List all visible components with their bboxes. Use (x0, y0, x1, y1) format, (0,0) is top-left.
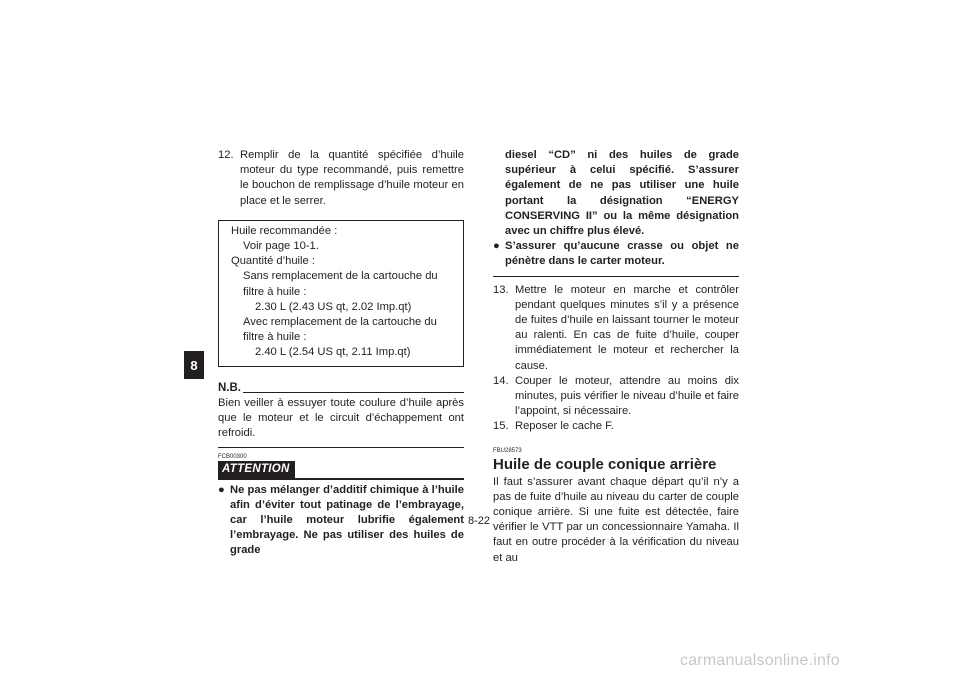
spec-line: Huile recommandée : (231, 224, 338, 237)
left-column (218, 148, 464, 559)
section-body: Il faut s’assurer avant chaque départ qu’il n’y a pas de fuite d’huile au niveau du carter de couple conique arrière. Si une fuite est détectée, faire vérifier le VTT par un concessionnaire Yamaha. Il faut en outre procéder à la vérification du niveau et au (493, 475, 739, 564)
attention-header (218, 461, 464, 478)
right-column (493, 148, 739, 566)
attention-top-rule (218, 479, 464, 480)
bullet-icon: ● (493, 240, 500, 253)
step-text: Couper le moteur, attendre au moins dix minutes, puis vérifier le niveau d’huile et faire l’appoint, si nécessaire. (515, 374, 739, 418)
note-end-rule (218, 447, 464, 448)
note-label: N.B. (218, 381, 241, 394)
step-12 (218, 148, 464, 209)
attention-rule (295, 461, 464, 478)
spec-line: Sans remplacement de la cartouche du filtre à huile : (243, 270, 438, 298)
step-text: Mettre le moteur en marche et contrôler pendant quelques minutes s’il y a présence de fuites d’huile en laissant tourner le moteur au ralenti. En cas de fuite d’huile, couper immédiatement le moteur et rechercher la cause. (515, 283, 739, 372)
note-rule (243, 392, 464, 393)
note-header (218, 381, 464, 396)
attention-continued: diesel “CD” ni des huiles de grade supérieur à celui spécifié. S’assurer également de ne pas utiliser une huile portant la désignation “ENERGY CONSERVING II” ou la même désignation avec un chiffre plus élevé. (505, 149, 739, 238)
bullet-icon: ● (218, 483, 225, 496)
section-code: FBU28573 (493, 447, 522, 454)
page-number: 8-22 (468, 515, 491, 527)
step-14 (493, 374, 739, 420)
step-number: 15. (493, 420, 509, 433)
spec-line: 2.30 L (2.43 US qt, 2.02 Imp.qt) (255, 300, 412, 313)
note-text: Bien veiller à essuyer toute coulure d’huile après que le moteur et le circuit d’échappement ont refroidi. (218, 396, 464, 440)
attention-bullet-text: Ne pas mélanger d’additif chimique à l’huile afin d’éviter tout patinage de l’embrayage, car l’huile moteur lubrifie également l’embrayage. Ne pas utiliser des huiles de grade (230, 483, 464, 557)
watermark: carmanualsonline.info (680, 652, 840, 669)
step-13 (493, 283, 739, 374)
attention-bullet-1 (218, 483, 464, 559)
step-15 (493, 419, 739, 434)
step-text: Remplir de la quantité spécifiée d’huile moteur du type recommandé, puis remettre le bouchon de remplissage d’huile moteur en place et le serrer. (240, 149, 464, 207)
attention-bullet-text: S’assurer qu’aucune crasse ou objet ne pénètre dans le carter moteur. (505, 240, 739, 268)
chapter-tab (184, 351, 204, 379)
attention-end-rule (493, 276, 739, 277)
attention-code: FCB00300 (218, 454, 247, 461)
spec-line: Quantité d’huile : (231, 255, 315, 268)
spec-line: 2.40 L (2.54 US qt, 2.11 Imp.qt) (255, 346, 411, 359)
section-heading: Huile de couple conique arrière (493, 455, 717, 473)
step-number: 14. (493, 374, 509, 387)
spec-line: Voir page 10-1. (243, 240, 319, 253)
step-number: 12. (218, 149, 234, 161)
step-number: 13. (493, 283, 509, 296)
oil-spec-box (218, 220, 464, 367)
spec-line: Avec remplacement de la cartouche du filtre à huile : (243, 316, 437, 344)
step-text: Reposer le cache F. (515, 420, 614, 433)
attention-bullet-2 (493, 239, 739, 269)
attention-label: ATTENTION (218, 461, 295, 478)
chapter-number: 8 (190, 357, 198, 373)
